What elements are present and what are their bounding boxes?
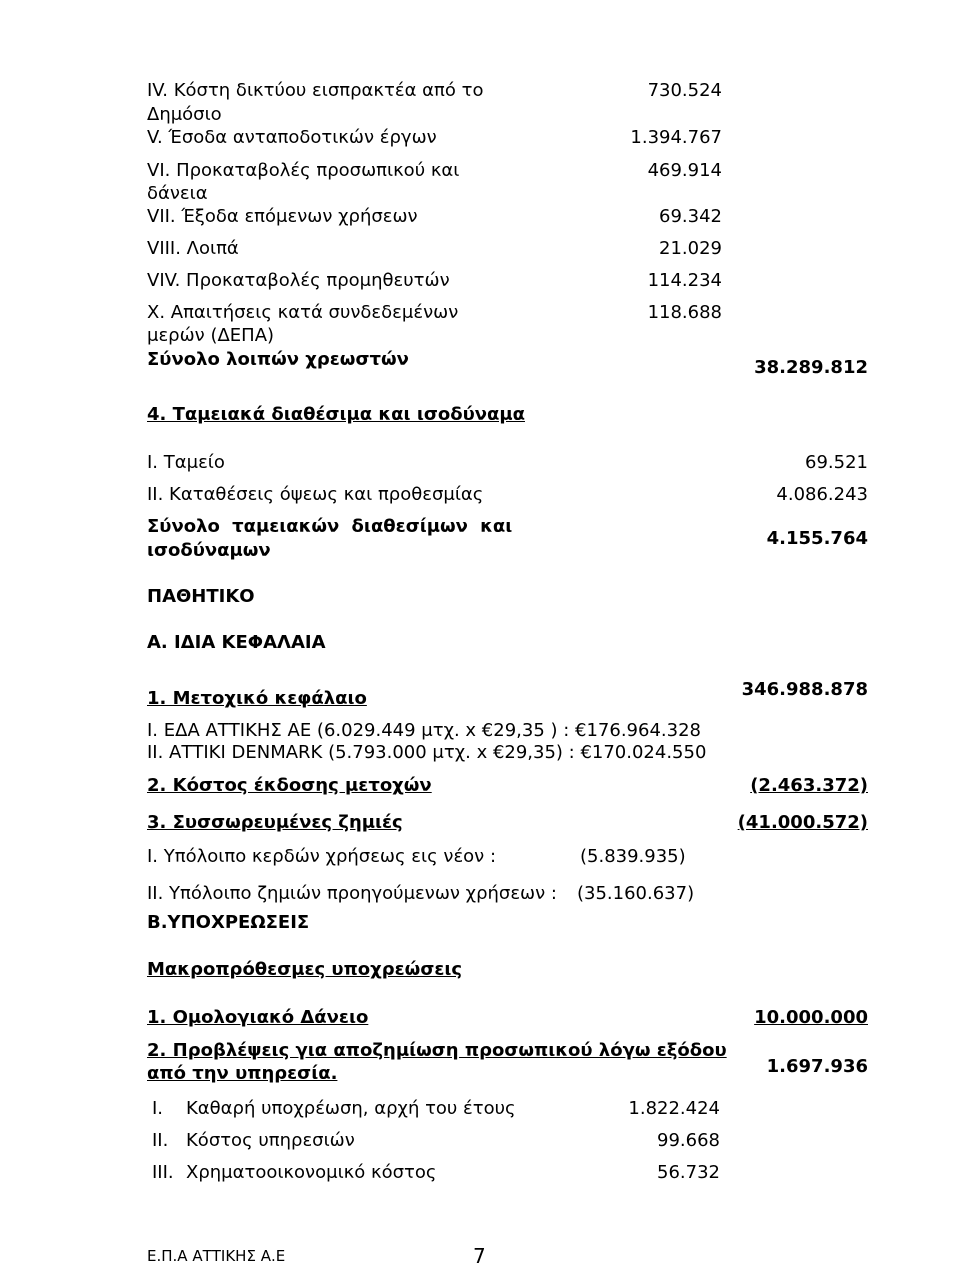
cash-item-label: I. Ταμείο — [147, 452, 225, 473]
receivable-9-label: VIV. Προκαταβολές προμηθευτών — [147, 270, 450, 291]
receivable-5-label: V. Έσοδα ανταποδοτικών έργων — [147, 127, 437, 148]
cash-total-value: 4.155.764 — [766, 528, 868, 549]
receivable-5-value: 1.394.767 — [630, 127, 722, 148]
share-capital-label: 1. Μετοχικό κεφάλαιο — [147, 688, 367, 709]
receivable-4-label: IV. Κόστη δικτύου εισπρακτέα από το — [147, 80, 484, 101]
receivable-4-value: 730.524 — [647, 80, 722, 101]
provision-item-num: II. — [152, 1130, 169, 1151]
receivables-total-label: Σύνολο λοιπών χρεωστών — [147, 349, 409, 370]
cash-total-label-cont: ισοδύναμων — [147, 540, 271, 561]
page-number: 7 — [473, 1244, 486, 1268]
loss-item-value: (35.160.637) — [577, 883, 695, 904]
receivable-10-label: X. Απαιτήσεις κατά συνδεδεμένων — [147, 302, 459, 323]
long-term-heading: Μακροπρόθεσμες υποχρεώσεις — [147, 959, 463, 980]
receivable-4-label-cont: Δημόσιο — [147, 104, 222, 125]
receivable-6-label-cont: δάνεια — [147, 183, 208, 204]
receivable-10-value: 118.688 — [647, 302, 722, 323]
provision-item-num: III. — [152, 1162, 174, 1183]
receivable-7-label: VII. Έξοδα επόμενων χρήσεων — [147, 206, 418, 227]
loss-item-label: II. Υπόλοιπο ζημιών προηγούμενων χρήσεων : — [147, 883, 557, 904]
provision-item-label: Κόστος υπηρεσιών — [186, 1130, 355, 1151]
cash-item-value: 69.521 — [805, 452, 868, 473]
cash-heading: 4. Ταμειακά διαθέσιμα και ισοδύναμα — [147, 404, 525, 425]
provision-item-value: 99.668 — [657, 1130, 720, 1151]
issue-cost-value: (2.463.372) — [750, 775, 868, 796]
deposits-item-value: 4.086.243 — [776, 484, 868, 505]
loss-item-value: (5.839.935) — [580, 846, 686, 867]
bond-loan-value: 10.000.000 — [754, 1007, 868, 1028]
provision-item-num: I. — [152, 1098, 164, 1119]
deposits-item-label: II. Καταθέσεις όψεως και προθεσμίας — [147, 484, 484, 505]
provisions-value: 1.697.936 — [766, 1056, 868, 1077]
receivable-6-label: VI. Προκαταβολές προσωπικού και — [147, 160, 460, 181]
provision-item-label: Καθαρή υποχρέωση, αρχή του έτους — [186, 1098, 516, 1119]
receivable-8-value: 21.029 — [659, 238, 722, 259]
obligations-heading: Β.ΥΠΟΧΡΕΩΣΕΙΣ — [147, 912, 310, 933]
share-capital-value: 346.988.878 — [741, 679, 868, 700]
loss-item-label: I. Υπόλοιπο κερδών χρήσεως εις νέον : — [147, 846, 497, 867]
provisions-label-cont: από την υπηρεσία. — [147, 1063, 338, 1084]
cash-total-label: Σύνολο ταμειακών διαθεσίμων και — [147, 516, 513, 537]
provision-item-value: 1.822.424 — [628, 1098, 720, 1119]
equity-heading: Α. ΙΔΙΑ ΚΕΦΑΛΑΙΑ — [147, 632, 326, 653]
receivables-total-value: 38.289.812 — [754, 357, 868, 378]
receivable-7-value: 69.342 — [659, 206, 722, 227]
footer-company: Ε.Π.Α ΑΤΤΙΚΗΣ Α.Ε — [147, 1247, 286, 1265]
receivable-9-value: 114.234 — [647, 270, 722, 291]
receivable-10-label-cont: μερών (ΔΕΠΑ) — [147, 325, 275, 346]
receivable-6-value: 469.914 — [647, 160, 722, 181]
provisions-label: 2. Προβλέψεις για αποζημίωση προσωπικού λόγω εξόδου — [147, 1040, 727, 1061]
liabilities-heading: ΠΑΘΗΤΙΚΟ — [147, 586, 255, 607]
losses-label: 3. Συσσωρευμένες ζημιές — [147, 812, 403, 833]
share-line: II. ΑΤΤΙΚΙ DENMARK (5.793.000 μτχ. x €29,35) : €170.024.550 — [147, 742, 707, 763]
losses-value: (41.000.572) — [737, 812, 868, 833]
provision-item-value: 56.732 — [657, 1162, 720, 1183]
provision-item-label: Χρηματοοικονομικό κόστος — [186, 1162, 437, 1183]
receivable-8-label: VIII. Λοιπά — [147, 238, 239, 259]
bond-loan-label: 1. Ομολογιακό Δάνειο — [147, 1007, 369, 1028]
share-line: I. ΕΔΑ ΑΤΤΙΚΗΣ ΑΕ (6.029.449 μτχ. x €29,35 ) : €176.964.328 — [147, 720, 701, 741]
issue-cost-label: 2. Κόστος έκδοσης μετοχών — [147, 775, 432, 796]
